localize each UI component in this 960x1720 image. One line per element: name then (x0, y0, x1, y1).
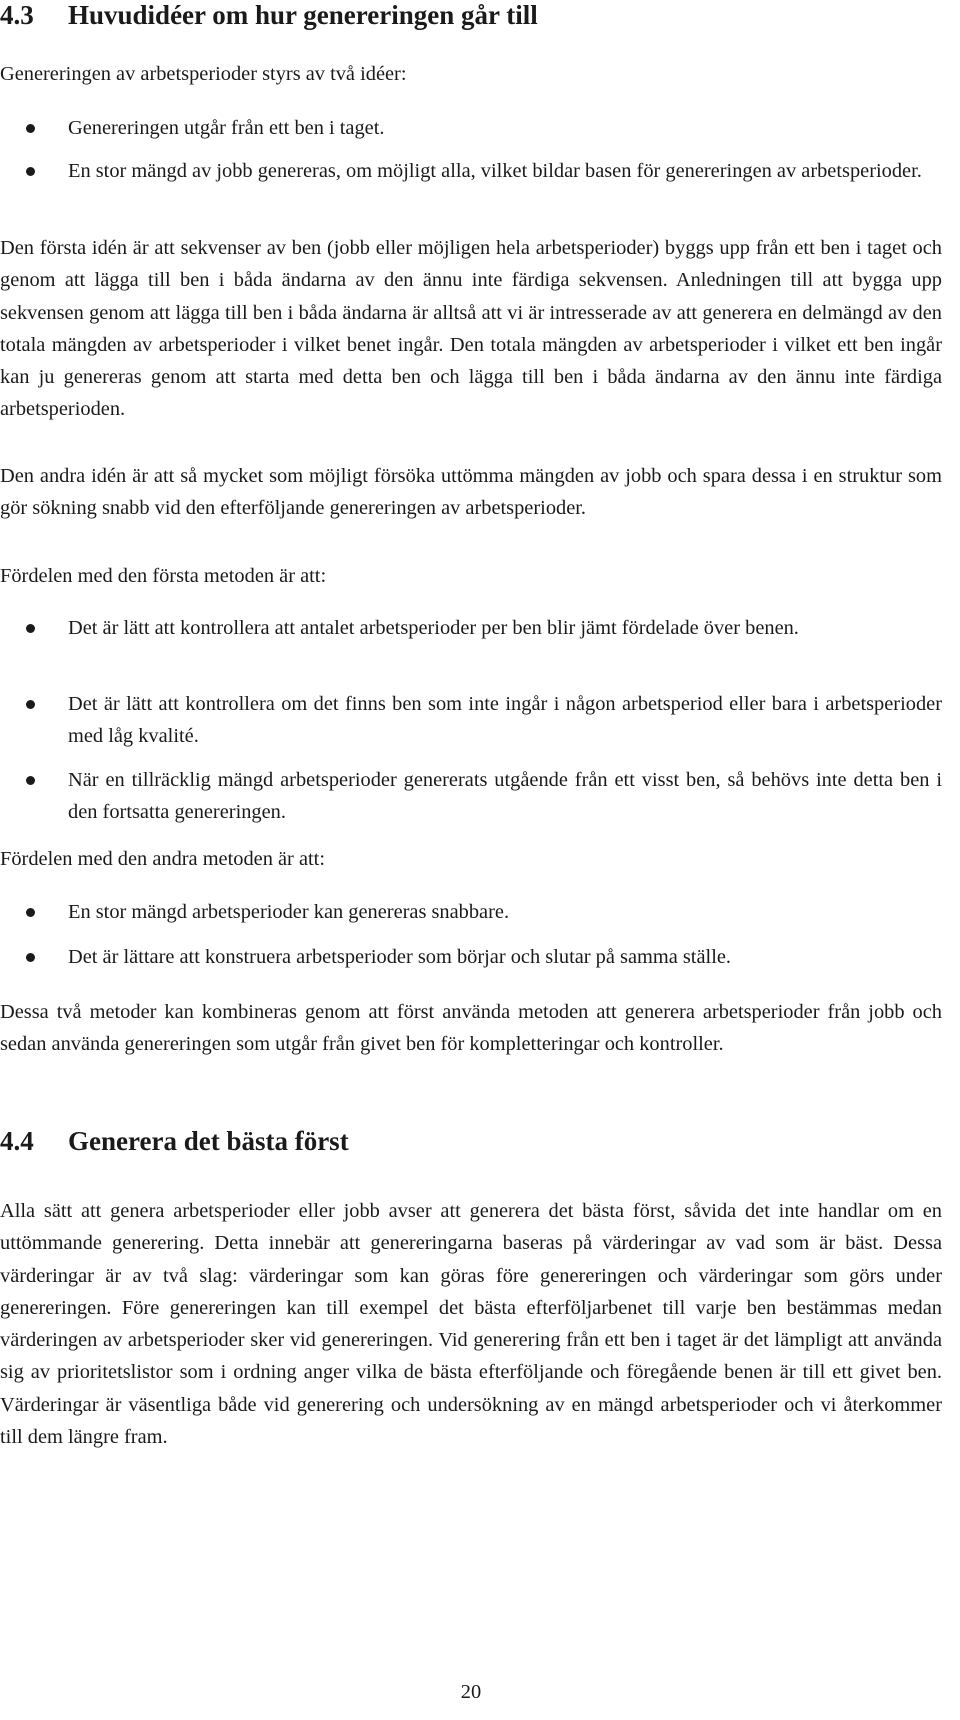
bullet-icon (26, 908, 35, 917)
bullet-icon (26, 700, 35, 709)
body-paragraph-second-idea: Den andra idén är att så mycket som möjligt försöka uttömma mängden av jobb och spara dessa i en struktur som gör sökning snabb vid den efterföljande genereringen av arbetsperioder. (0, 465, 942, 520)
list-item: När en tillräcklig mängd arbetsperioder genererats utgående från ett visst ben, så behövs inte detta ben i den fortsatta genereringen. (0, 764, 942, 829)
list-item: Genereringen utgår från ett ben i taget. (0, 112, 942, 144)
section-title: Huvudidéer om hur genereringen går till (68, 0, 538, 30)
list-item: Det är lättare att konstruera arbetsperioder som börjar och slutar på samma ställe. (0, 941, 942, 973)
bullet-icon (26, 953, 35, 962)
advantages-second-list-2 (0, 941, 942, 973)
ideas-list-cont (0, 155, 942, 187)
section-heading-4-4 (0, 1124, 942, 1158)
advantages-first-list-2 (0, 688, 942, 753)
section-heading-4-3 (0, 0, 942, 32)
section-number: 4.3 (0, 0, 34, 30)
advantages-second-list (0, 896, 942, 928)
bullet-icon (26, 167, 35, 176)
bullet-icon (26, 624, 35, 633)
advantages-second-intro: Fördelen med den andra metoden är att: (0, 848, 325, 870)
section-number: 4.4 (0, 1126, 34, 1156)
advantages-first-intro: Fördelen med den första metoden är att: (0, 565, 327, 587)
ideas-list (0, 112, 942, 144)
bullet-icon (26, 776, 35, 785)
list-item: En stor mängd av jobb genereras, om möjligt alla, vilket bildar basen för genereringen av arbetsperioder. (0, 155, 942, 187)
section-title: Generera det bästa först (68, 1126, 349, 1156)
bullet-icon (26, 124, 35, 133)
conclusion-paragraph: Dessa två metoder kan kombineras genom att först använda metoden att generera arbetsperioder från jobb och sedan använda genereringen som utgår från givet ben för kompletteringar och kontroller. (0, 1001, 942, 1056)
list-item: Det är lätt att kontrollera att antalet arbetsperioder per ben blir jämt fördelade över benen. (0, 612, 942, 644)
list-item: Det är lätt att kontrollera om det finns ben som inte ingår i någon arbetsperiod eller bara i arbetsperioder med låg kvalité. (0, 688, 942, 753)
intro-paragraph: Genereringen av arbetsperioder styrs av två idéer: (0, 63, 407, 85)
advantages-first-list (0, 612, 942, 644)
body-paragraph-first-idea: Den första idén är att sekvenser av ben (jobb eller möjligen hela arbetsperioder) byggs upp från ett ben i taget och genom att lägga till ben i båda ändarna av den ännu inte färdiga sekvensen. Anledningen till att bygga upp sekvensen genom att lägga till ben i båda ändarna är alltså att vi är intresserade av att generera en delmängd av den totala mängden av arbetsperioder i vilket benet ingår. Den totala mängden av arbetsperioder i vilket ett ben ingår kan ju genereras genom att starta med detta ben och lägga till ben i båda ändarna av den ännu inte färdiga arbetsperioden. (0, 237, 942, 421)
advantages-first-list-3 (0, 764, 942, 829)
body-paragraph-best-first: Alla sätt att genera arbetsperioder eller jobb avser att generera det bästa först, såvida det inte handlar om en uttömmande generering. Detta innebär att genereringarna baseras på värderingar av vad som är bäst. Dessa värderingar är av två slag: värderingar som kan göras före genereringen och värderingar som görs under genereringen. Före genereringen kan till exempel det bästa efterföljarbenet till varje ben bestämmas medan värderingen av arbetsperioder sker vid genereringen. Vid generering från ett ben i taget är det lämpligt att använda sig av prioritetslistor som i ordning anger vilka de bästa efterföljande och föregående benen är till ett givet ben. Värderingar är väsentliga både vid generering och undersökning av en mängd arbetsperioder och vi återkommer till dem längre fram. (0, 1200, 942, 1449)
page-number: 20 (460, 1681, 482, 1703)
list-item: En stor mängd arbetsperioder kan genereras snabbare. (0, 896, 942, 928)
